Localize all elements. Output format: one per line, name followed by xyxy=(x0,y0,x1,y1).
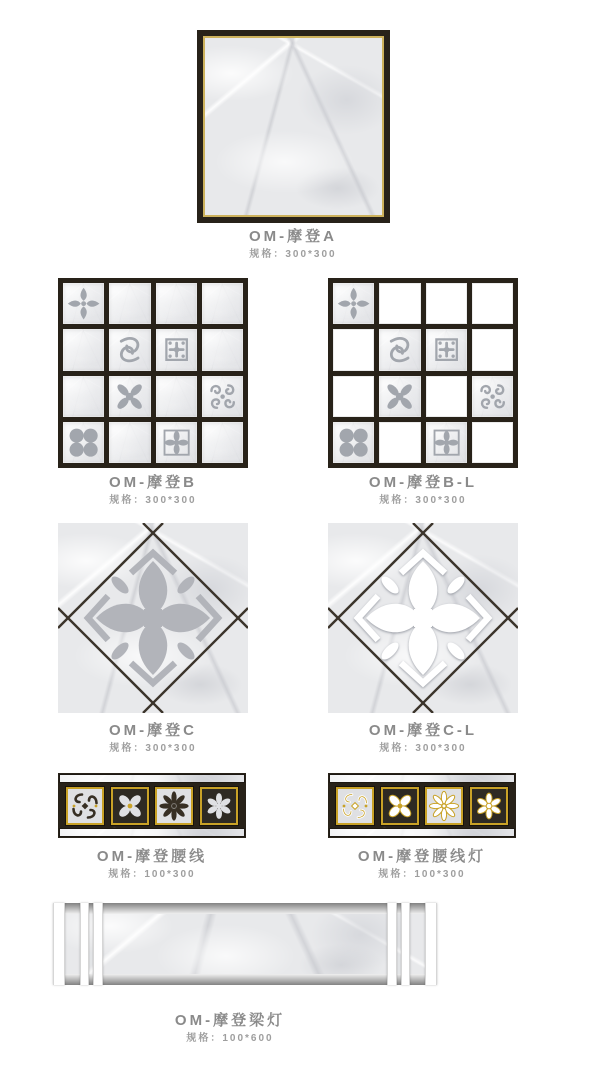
waist-top-strip xyxy=(60,775,244,782)
waist-medallion-quatrefoil xyxy=(381,787,419,825)
product-caption-b xyxy=(53,474,253,508)
product-spec: 规格：300*300 xyxy=(109,743,197,754)
mosaic-cell-plain xyxy=(379,283,420,324)
mosaic-cell-plain xyxy=(202,329,243,370)
mosaic-cell-pinwheel xyxy=(379,376,420,417)
waist-medallion-dot-rosette xyxy=(200,787,238,825)
mosaic-cell-ornate xyxy=(156,329,197,370)
mosaic-cell-plain xyxy=(109,422,150,463)
product-caption-c-l xyxy=(323,722,523,756)
product-name: OM-摩登梁灯 xyxy=(174,1012,286,1029)
tile-swatch-modern-b xyxy=(58,278,248,468)
mosaic-cell-scroll xyxy=(202,376,243,417)
mosaic-cell-plain xyxy=(202,283,243,324)
tile-swatch-modern-waistline-lamp xyxy=(328,773,516,838)
tile-swatch-modern-c xyxy=(58,523,248,713)
product-spec: 规格：100*600 xyxy=(186,1033,274,1044)
product-spec: 规格：300*300 xyxy=(109,495,197,506)
waist-bottom-strip xyxy=(60,829,244,836)
waist-band xyxy=(330,784,514,827)
mosaic-cell-scroll xyxy=(472,376,513,417)
beam-column-bar xyxy=(80,903,89,985)
product-caption-beam-lamp xyxy=(130,1012,330,1046)
mosaic-cell-plain xyxy=(333,329,374,370)
tile-swatch-modern-a xyxy=(197,30,390,223)
product-spec: 规格：300*300 xyxy=(379,743,467,754)
waist-medallion-quatrefoil xyxy=(111,787,149,825)
beam-column-bar xyxy=(387,903,397,985)
waist-medallion-star-flower xyxy=(425,787,463,825)
product-caption-waistline xyxy=(52,848,252,882)
beam-column-bar xyxy=(53,903,65,985)
waist-medallion-scroll-corners xyxy=(336,787,374,825)
product-spec: 规格：100*300 xyxy=(378,869,466,880)
product-caption-a xyxy=(193,228,393,262)
mosaic-cell-flower xyxy=(333,422,374,463)
mosaic-cell-plain xyxy=(156,376,197,417)
product-caption-waistline-lamp xyxy=(322,848,522,882)
mosaic-cell-plain xyxy=(472,422,513,463)
mosaic-cell-plain xyxy=(426,283,467,324)
beam-top-edge xyxy=(53,903,437,914)
waist-bottom-strip xyxy=(330,829,514,836)
mosaic-cell-pinwheel xyxy=(109,376,150,417)
beam-column-bar xyxy=(401,903,410,985)
mosaic-cell-swirl xyxy=(109,329,150,370)
mosaic-cell-fleur xyxy=(333,283,374,324)
product-caption-c xyxy=(53,722,253,756)
waist-top-strip xyxy=(330,775,514,782)
product-name: OM-摩登B xyxy=(109,474,197,491)
mosaic-cell-plain xyxy=(426,376,467,417)
product-name: OM-摩登腰线灯 xyxy=(357,848,487,865)
product-spec: 规格：300*300 xyxy=(249,249,337,260)
beam-marble-band xyxy=(53,914,437,974)
mosaic-cell-plain xyxy=(202,422,243,463)
mosaic-cell-plain xyxy=(333,376,374,417)
mosaic-cell-flower xyxy=(63,422,104,463)
mosaic-cell-plain xyxy=(379,422,420,463)
product-spec: 规格：100*300 xyxy=(108,869,196,880)
mosaic-cell-plain xyxy=(109,283,150,324)
waist-band xyxy=(60,784,244,827)
product-name: OM-摩登C-L xyxy=(368,722,478,739)
waist-medallion-dot-rosette xyxy=(470,787,508,825)
mosaic-cell-ornate xyxy=(426,329,467,370)
mosaic-cell-plain xyxy=(156,283,197,324)
product-name: OM-摩登A xyxy=(249,228,337,245)
beam-column-bar xyxy=(93,903,103,985)
mosaic-cell-framed xyxy=(426,422,467,463)
product-spec: 规格：300*300 xyxy=(379,495,467,506)
mosaic-cell-framed xyxy=(156,422,197,463)
beam-column-bar xyxy=(425,903,437,985)
tile-a-gold-border xyxy=(203,36,384,217)
waist-medallion-scroll-corners xyxy=(66,787,104,825)
tile-swatch-modern-c-l xyxy=(328,523,518,713)
waist-medallion-star-flower xyxy=(155,787,193,825)
mosaic-cell-plain xyxy=(63,329,104,370)
mosaic-cell-plain xyxy=(472,329,513,370)
tile-swatch-modern-b-l xyxy=(328,278,518,468)
tile-swatch-modern-waistline xyxy=(58,773,246,838)
mosaic-cell-swirl xyxy=(379,329,420,370)
product-name: OM-摩登C xyxy=(109,722,197,739)
mosaic-cell-fleur xyxy=(63,283,104,324)
product-caption-b-l xyxy=(323,474,523,508)
mosaic-cell-plain xyxy=(472,283,513,324)
product-name: OM-摩登腰线 xyxy=(96,848,208,865)
beam-bottom-edge xyxy=(53,974,437,985)
mosaic-cell-plain xyxy=(63,376,104,417)
product-name: OM-摩登B-L xyxy=(368,474,478,491)
tile-a-marble-face xyxy=(205,38,382,215)
tile-swatch-modern-beam-lamp xyxy=(53,903,437,985)
